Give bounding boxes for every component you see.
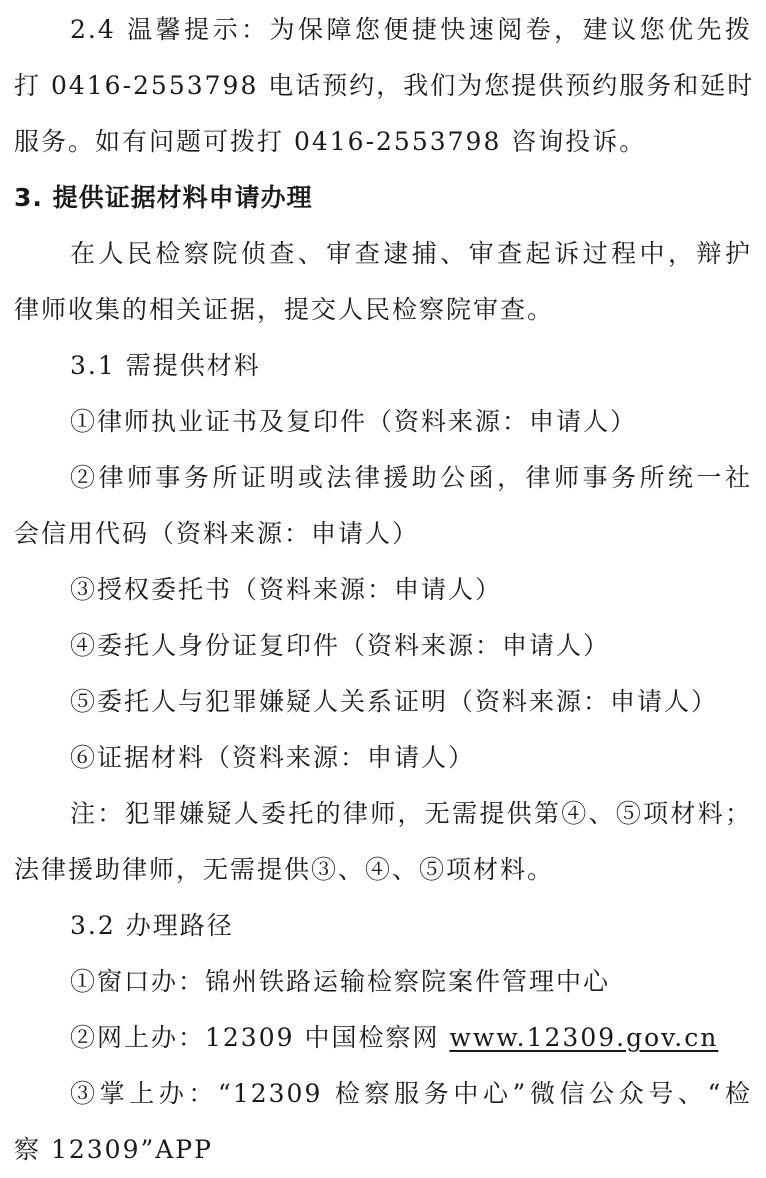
section-3-2-heading: 3.2 办理路径 <box>70 911 234 940</box>
material-item-2-line-2: 会信用代码（资料来源：申请人） <box>14 519 420 548</box>
material-note-line-2: 法律援助律师，无需提供③、④、⑤项材料。 <box>14 855 555 884</box>
path-mobile-line-1: ③掌上办：“12309 检察服务中心”微信公众号、“检 <box>70 1079 752 1108</box>
website-link[interactable]: www.12309.gov.cn <box>449 1023 719 1052</box>
section-3-intro-line-2: 律师收集的相关证据，提交人民检察院审查。 <box>14 295 555 324</box>
material-item-1: ①律师执业证书及复印件（资料来源：申请人） <box>70 407 638 436</box>
material-item-2-line-1: ②律师事务所证明或法律援助公函，律师事务所统一社 <box>70 463 752 492</box>
section-3-heading: 3. 提供证据材料申请办理 <box>14 183 313 212</box>
path-window: ①窗口办：锦州铁路运输检察院案件管理中心 <box>70 967 611 996</box>
tip-paragraph-line-3: 服务。如有问题可拨打 0416-2553798 咨询投诉。 <box>14 127 647 156</box>
section-3-1-heading: 3.1 需提供材料 <box>70 351 261 380</box>
tip-paragraph-line-2: 打 0416-2553798 电话预约，我们为您提供预约服务和延时 <box>14 71 755 100</box>
material-item-6: ⑥证据材料（资料来源：申请人） <box>70 743 476 772</box>
material-item-3: ③授权委托书（资料来源：申请人） <box>70 575 503 604</box>
material-item-5: ⑤委托人与犯罪嫌疑人关系证明（资料来源：申请人） <box>70 687 719 716</box>
path-online <box>0 1010 766 1066</box>
path-mobile-line-2: 察 12309”APP <box>14 1135 213 1164</box>
path-online-label: ②网上办：12309 中国检察网 <box>70 1023 450 1052</box>
material-item-4: ④委托人身份证复印件（资料来源：申请人） <box>70 631 611 660</box>
material-note-line-1: 注：犯罪嫌疑人委托的律师，无需提供第④、⑤项材料； <box>70 799 752 828</box>
tip-paragraph-line-1: 2.4 温馨提示：为保障您便捷快速阅卷，建议您优先拨 <box>70 15 752 44</box>
section-3-intro-line-1: 在人民检察院侦查、审查逮捕、审查起诉过程中，辩护 <box>70 239 752 268</box>
